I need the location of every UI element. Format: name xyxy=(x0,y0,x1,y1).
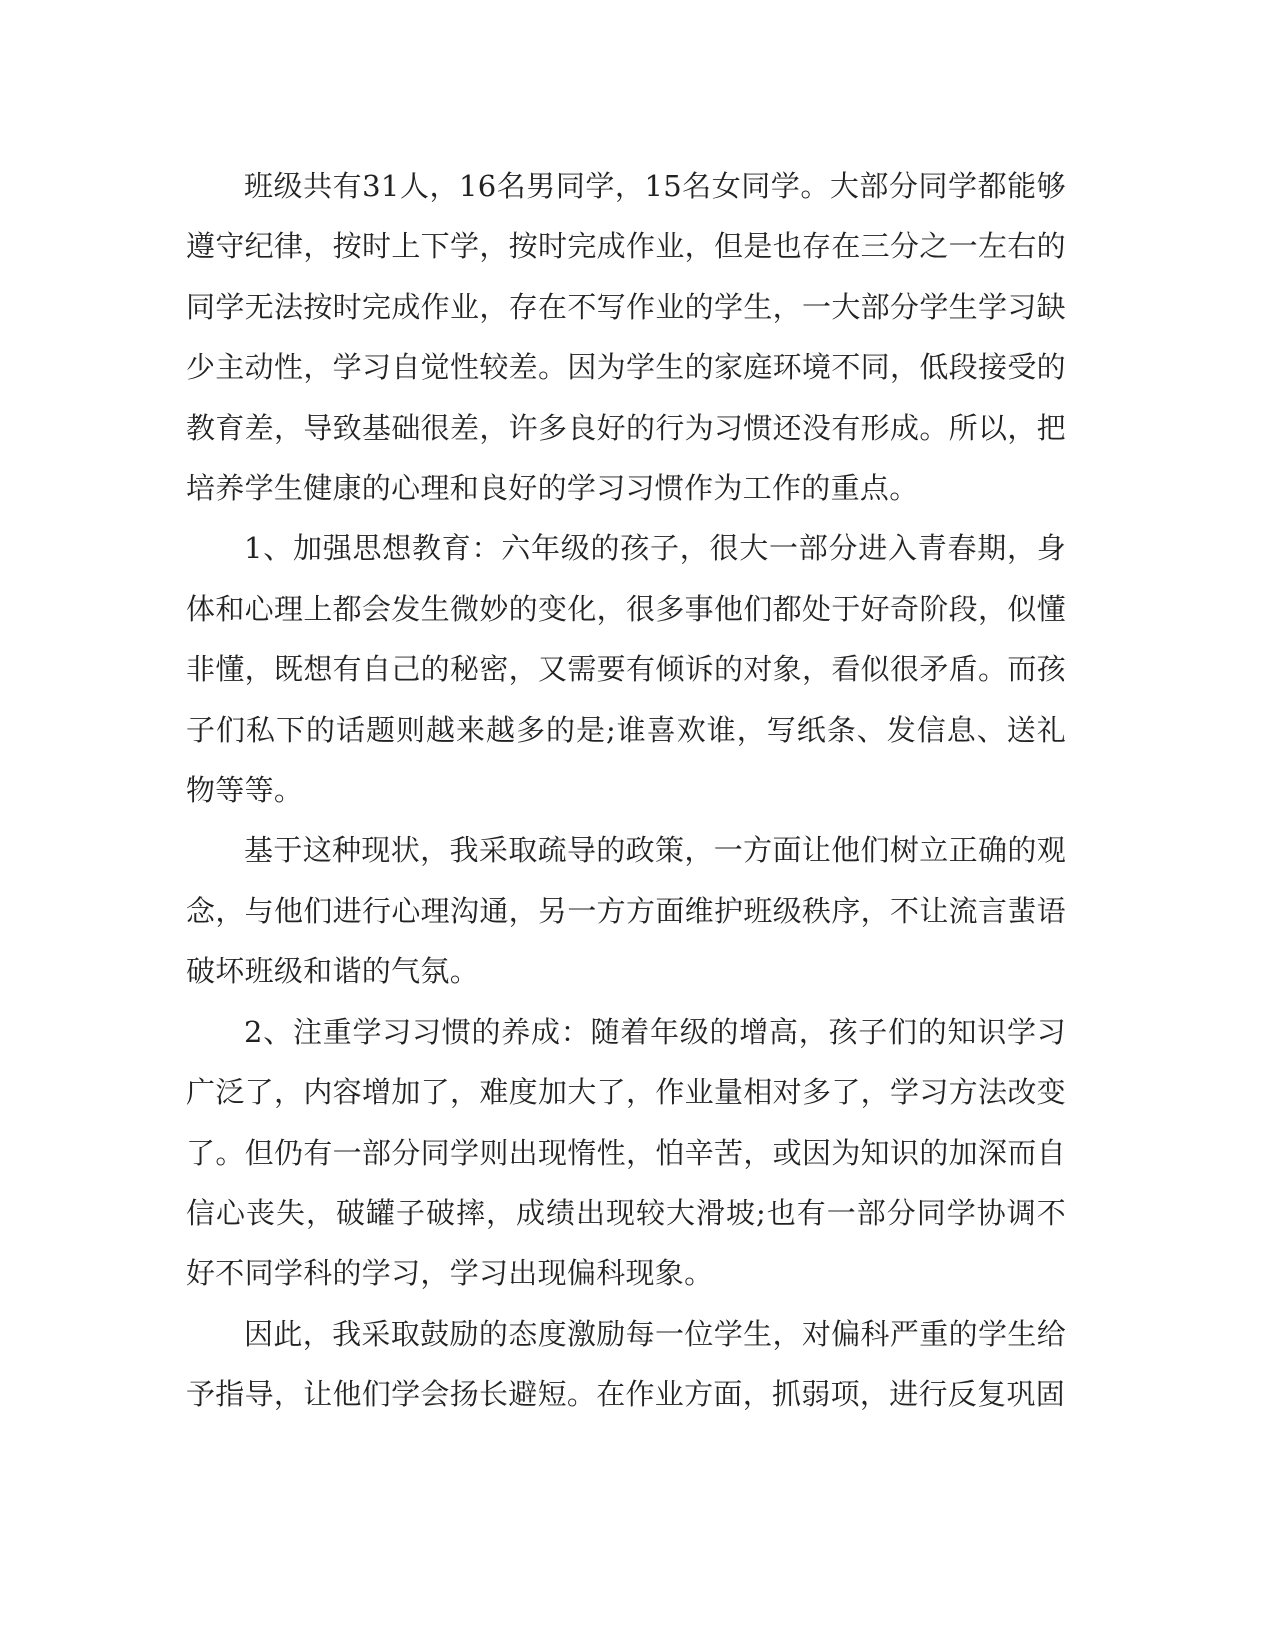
paragraph-ideological-education: 1、加强思想教育：六年级的孩子，很大一部分进入青春期，身体和心理上都会发生微妙的变化，很多事他们都处于好奇阶段，似懂非懂，既想有自己的秘密，又需要有倾诉的对象，看似很矛盾。而孩子们私下的话题则越来越多的是;谁喜欢谁，写纸条、发信息、送礼物等等。 xyxy=(186,531,1066,808)
paragraph-guidance-policy: 基于这种现状，我采取疏导的政策，一方面让他们树立正确的观念，与他们进行心理沟通，另一方方面维护班级秩序，不让流言蜚语破坏班级和谐的气氛。 xyxy=(186,833,1066,989)
paragraph-encouragement: 因此，我采取鼓励的态度激励每一位学生，对偏科严重的学生给予指导，让他们学会扬长避短。在作业方面，抓弱项，进行反复巩固 xyxy=(186,1316,1066,1412)
document-body xyxy=(186,156,1066,1425)
paragraph-study-habits: 2、注重学习习惯的养成：随着年级的增高，孩子们的知识学习广泛了，内容增加了，难度加大了，作业量相对多了，学习方法改变了。但仍有一部分同学则出现惰性，怕辛苦，或因为知识的加深而自信心丧失，破罐子破摔，成绩出现较大滑坡;也有一部分同学协调不好不同学科的学习，学习出现偏科现象。 xyxy=(186,1014,1066,1291)
paragraph-class-overview: 班级共有31人，16名男同学，15名女同学。大部分同学都能够遵守纪律，按时上下学，按时完成作业，但是也存在三分之一左右的同学无法按时完成作业，存在不写作业的学生，一大部分学生学习缺少主动性，学习自觉性较差。因为学生的家庭环境不同，低段接受的教育差，导致基础很差，许多良好的行为习惯还没有形成。所以，把培养学生健康的心理和良好的学习习惯作为工作的重点。 xyxy=(186,169,1066,506)
